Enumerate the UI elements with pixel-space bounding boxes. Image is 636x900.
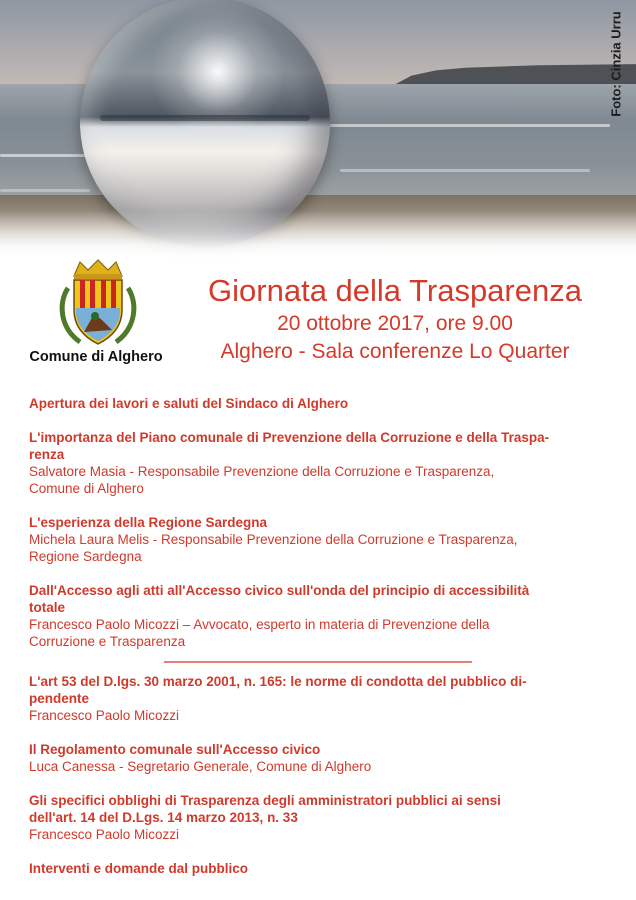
program-item bbox=[29, 514, 619, 565]
photo-credit bbox=[597, 8, 635, 120]
comune-caption: Comune di Alghero bbox=[29, 349, 163, 365]
program-item-title: L'importanza del Piano comunale di Prevenzione della Corruzione e della Traspa- bbox=[29, 430, 550, 445]
program-item-title: Apertura dei lavori e saluti del Sindaco di Alghero bbox=[29, 396, 349, 411]
program-item-speaker: Francesco Paolo Micozzi bbox=[29, 827, 180, 842]
program-item bbox=[29, 582, 619, 650]
program-item-speaker: Luca Canessa - Segretario Generale, Comune di Alghero bbox=[29, 759, 372, 774]
program-item-speaker: Francesco Paolo Micozzi bbox=[29, 708, 180, 723]
program-item-speaker: Regione Sardegna bbox=[29, 549, 142, 564]
program-item bbox=[29, 673, 619, 724]
program-item-speaker: Comune di Alghero bbox=[29, 481, 144, 496]
wave bbox=[330, 124, 610, 127]
event-date: 20 ottobre 2017, ore 9.00 bbox=[277, 312, 513, 335]
sphere-horizon bbox=[100, 115, 310, 121]
program-item bbox=[29, 860, 619, 877]
crown-band bbox=[74, 274, 122, 279]
program-item-title: Interventi e domande dal pubblico bbox=[29, 861, 249, 876]
program-item-speaker: Salvatore Masia - Responsabile Prevenzione della Corruzione e Trasparenza, bbox=[29, 464, 495, 479]
program-item-speaker: Michela Laura Melis - Responsabile Prevenzione della Corruzione e Trasparenza, bbox=[29, 532, 518, 547]
section-divider bbox=[164, 661, 472, 663]
program-item-speaker: Corruzione e Trasparenza bbox=[29, 634, 186, 649]
program-item bbox=[29, 792, 619, 843]
shield-pale bbox=[111, 280, 116, 308]
shield-pale bbox=[90, 280, 95, 308]
program-item bbox=[29, 429, 619, 497]
program-item-title: L'esperienza della Regione Sardegna bbox=[29, 515, 268, 530]
wave bbox=[340, 169, 590, 172]
program-item-speaker: Francesco Paolo Micozzi – Avvocato, esperto in materia di Prevenzione della bbox=[29, 617, 490, 632]
shield-pale bbox=[80, 280, 85, 308]
event-venue: Alghero - Sala conferenze Lo Quarter bbox=[220, 340, 570, 363]
program-item bbox=[29, 395, 619, 412]
photo-fade bbox=[0, 210, 636, 260]
page-title: Giornata della Trasparenza bbox=[208, 273, 582, 308]
program-item-title: totale bbox=[29, 600, 66, 615]
wave bbox=[0, 189, 90, 192]
program-item-title: Gli specifici obblighi di Trasparenza degli amministratori pubblici ai sensi bbox=[29, 793, 501, 808]
shield-pale bbox=[101, 280, 106, 308]
program-item-title: pendente bbox=[29, 691, 90, 706]
program-item-title: renza bbox=[29, 447, 65, 462]
program-item-title: Dall'Accesso agli atti all'Accesso civico sull'onda del principio di accessibilità bbox=[29, 583, 530, 598]
shield-tree bbox=[91, 312, 99, 320]
coat-of-arms-icon bbox=[50, 258, 146, 348]
program-item bbox=[29, 741, 619, 775]
program-list bbox=[29, 395, 619, 877]
program-item-title: L'art 53 del D.lgs. 30 marzo 2001, n. 165: le norme di condotta del pubblico di- bbox=[29, 674, 527, 689]
program-item-title: dell'art. 14 del D.Lgs. 14 marzo 2013, n. 33 bbox=[29, 810, 298, 825]
crown bbox=[74, 260, 122, 276]
program-item-title: Il Regolamento comunale sull'Accesso civico bbox=[29, 742, 321, 757]
hero-photo bbox=[0, 0, 636, 260]
photo-credit-text: Foto: Cinzia Urru bbox=[608, 11, 624, 117]
